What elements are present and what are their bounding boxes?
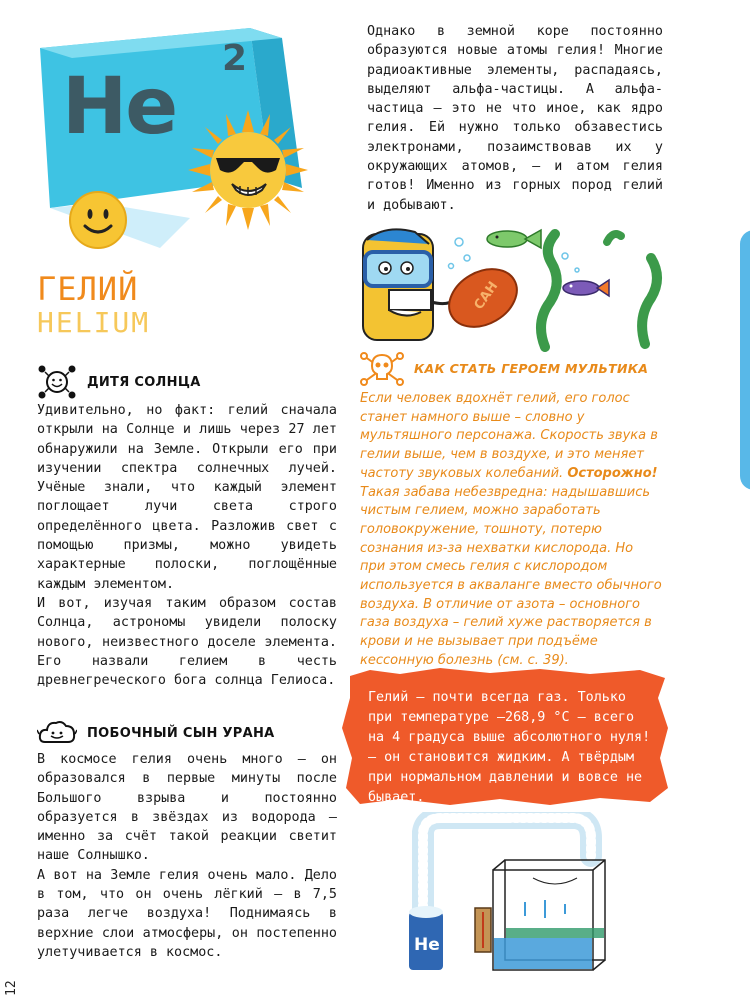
- right-intro-text: Однако в земной коре постоянно образуются новые атомы гелия! Многие радиоактивные элементы, распадаясь, выделяют альфа-частицы. А альфа-частица – это не что иное, как ядро гелия. Ей нужно только обзавестись электронами, позаимствовав их у окружающих атомов, – и атом гелия готов! Именно из горных пород гелий и добывают.: [367, 24, 663, 213]
- title-english: HELIUM: [37, 306, 151, 339]
- cloud-face-icon: [37, 718, 77, 748]
- section-uranus-son: [37, 718, 337, 962]
- section-heading: ПОБОЧНЫЙ СЫН УРАНА: [87, 725, 275, 741]
- section-body: [37, 401, 337, 690]
- text-after: Такая забава небезвредна: надышавшись чистым гелием, можно заработать головокружение, тошноту, потерю сознания из-за нехватки кислорода. Но при этом смесь гелия с кислородом используется в акваланге вместо обычного воздуха. В отличие от азота – основного газа воздуха – гелий хуже растворяется в крови и не вызывает при подъёме кессонную болезнь (см. с. 39).: [360, 484, 662, 668]
- fact-box: [340, 668, 670, 806]
- tank-label: He: [414, 935, 440, 955]
- section-heading: ДИТЯ СОЛНЦА: [87, 374, 201, 390]
- section-body: [37, 750, 337, 962]
- section-heading: КАК СТАТЬ ГЕРОЕМ МУЛЬТИКА: [414, 360, 649, 376]
- yellow-smiley-icon: [68, 190, 128, 254]
- section-sun-child-heading: [37, 365, 337, 399]
- text-before: Если человек вдохнёт гелий, его голос станет намного выше – словно у мультяшного персонажа. Скорость звука в гелии выше, чем в воздухе, и это меняет частоту звуковых колебаний.: [360, 391, 658, 481]
- skull-crossbones-icon: [360, 352, 404, 386]
- section-cartoon-hero: [360, 352, 662, 671]
- paragraph: А вот на Земле гелия очень мало. Дело в том, что он очень лёгкий – в 7,5 раза легче воздуха! Поднимаясь в верхние слои атмосферы, он постепенно улетучивается в космос.: [37, 867, 337, 960]
- cube-symbol: He: [62, 62, 177, 152]
- right-edge-decoration: [740, 230, 750, 490]
- page-number: 12: [4, 980, 19, 996]
- balloon-label: САН: [471, 279, 502, 313]
- atom-smiley-icon: [37, 365, 77, 399]
- paragraph: И вот, изучая таким образом состав Солнца, астрономы увидели полоску нового, неизвестного доселе элемента. Его назвали гелием в честь древнегреческого бога солнца Гелиоса.: [37, 595, 337, 689]
- cube-number: 2: [222, 38, 248, 79]
- title-russian: ГЕЛИЙ: [37, 270, 139, 308]
- warning-word: Осторожно!: [567, 465, 658, 481]
- section-uranus-son-heading: [37, 718, 337, 748]
- section-body: [360, 390, 662, 671]
- section-sun-child: [37, 365, 337, 690]
- paragraph: Удивительно, но факт: гелий сначала открыли на Солнце и лишь через 27 лет обнаружили на Земле. Открыли его при изучении спектра солнечных лучей. Учёные знали, что каждый элемент поглощает лучи света строго определённого цвета. Разложив свет с помощью призмы, можно увидеть характерные полоски, поглощённые каждым элементом.: [37, 403, 337, 592]
- paragraph: В космосе гелия очень много – он образовался в первые минуты после Большого взрыва и постоянно образуется в звёздах из водорода – именно за счёт такой реакции светит наше Солнышко.: [37, 752, 337, 864]
- page-title: [37, 270, 150, 339]
- section-cartoon-hero-heading: [360, 352, 662, 386]
- sun-sunglasses-icon: [188, 110, 308, 234]
- fact-box-text: Гелий – почти всегда газ. Только при температуре –268,9 °C – всего на 4 градуса выше абсолютного нуля! – он становится жидким. А твёрдым при нормальном давлении и вовсе не бывает.: [368, 690, 651, 805]
- diver-fish-illustration: [355, 222, 675, 352]
- helium-apparatus-illustration: [405, 812, 620, 977]
